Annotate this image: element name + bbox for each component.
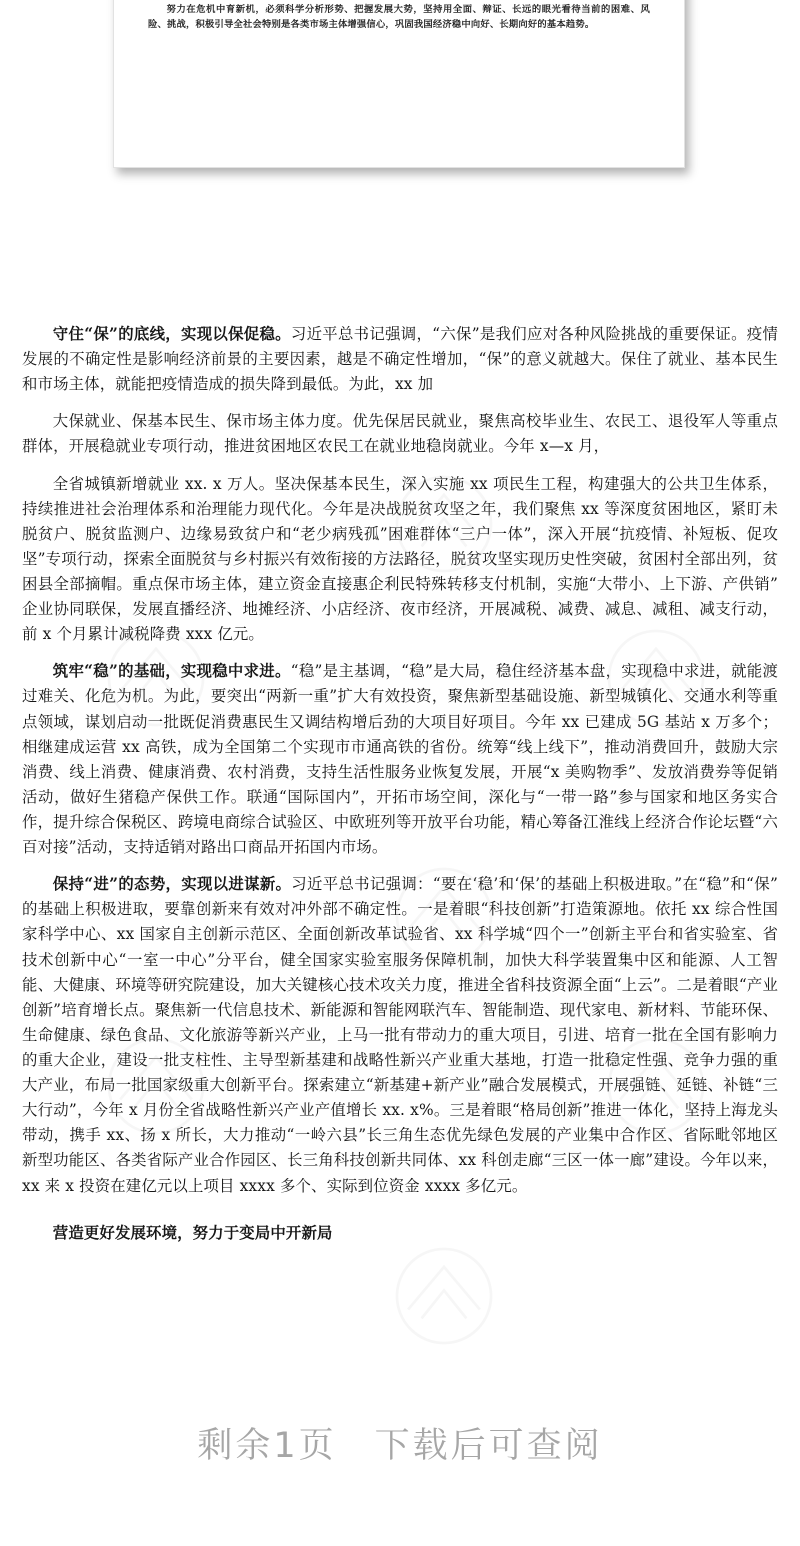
section-heading: 营造更好发展环境，努力于变局中开新局 (52, 1223, 333, 1242)
paragraph-3 (22, 472, 778, 648)
paragraph-5-lead: 保持“进”的态势，实现以进谋新。 (52, 875, 292, 894)
paragraph-5 (22, 872, 778, 1198)
paragraph-1-lead: 守住“保”的底线，实现以保促稳。 (52, 325, 291, 343)
previous-page-paragraph: 努力在危机中育新机，必须科学分析形势、把握发展大势，坚持用全面、辩证、长远的眼光看待当前的困难、风险、挑战，积极引导全社会特别是各类市场主体增强信心，巩固我国经济稳中向好、长期向好的基本趋势。 (148, 4, 650, 31)
previous-page-card (113, 0, 685, 168)
paragraph-5-text: 习近平总书记强调：“要在‘稳’和‘保’的基础上积极进取。”在“稳”和“保”的基础上积极进取，要靠创新来有效对冲外部不确定性。一是着眼“科技创新”打造策源地。依托 xx 综合性国家科学中心、xx 国家自主创新示范区、全面创新改革试验省、xx 科学城“四个一”创新主平台和省实验室、省技术创新中心“一室一中心”分平台，健全国家实验室服务保障机制，加快大科学装置集中区和能源、人工智能、大健康、环境等研究院建设，加大关键核心技术攻关力度，推进全省科技资源全面“上云”。二是着眼“产业创新”培育增长点。聚焦新一代信息技术、新能源和智能网联汽车、智能制造、现代家电、新材料、节能环保、生命健康、绿色食品、文化旅游等新兴产业，上马一批有带动力的重大项目，引进、培育一批在全国有影响力的重大企业，建设一批支柱性、主导型新基建和战略性新兴产业重大基地，打造一批稳定性强、竞争力强的重大产业，布局一批国家级重大创新平台。探索建立“新基建+新产业”融合发展模式，开展强链、延链、补链“三大行动”，今年 x 月份全省战略性新兴产业产值增长 xx. x%。三是着眼“格局创新”推进一体化，坚持上海龙头带动，携手 xx、扬 x 所长，大力推动“一岭六县”长三角生态优先绿色发展的产业集中合作区、省际毗邻地区新型功能区、各类省际产业合作园区、长三角科技创新共同体、xx 科创走廊“三区一体一廊”建设。今年以来，xx 来 x 投资在建亿元以上项目 xxxx 多个、实际到位资金 xxxx 多亿元。 (22, 875, 778, 1195)
paragraph-3-text: 全省城镇新增就业 xx. x 万人。坚决保基本民生，深入实施 xx 项民生工程，构建强大的公共卫生体系，持续推进社会治理体系和治理能力现代化。今年是决战脱贫攻坚之年，我们聚焦 xx 等深度贫困地区，紧盯未脱贫户、脱贫监测户、边缘易致贫户和“老少病残孤”困难群体“三户一体”，深入开展“抗疫情、补短板、促攻坚”专项行动，探索全面脱贫与乡村振兴有效衔接的方法路径，脱贫攻坚实现历史性突破，贫困村全部出列，贫困县全部摘帽。重点保市场主体，建立资金直接惠企利民特殊转移支付机制，实施“大带小、上下游、产供销”企业协同联保，发展直播经济、地摊经济、小店经济、夜市经济，开展减税、减费、减息、减租、减支行动，前 x 个月累计减税降费 xxx 亿元。 (22, 474, 778, 644)
remaining-pages-notice: 剩余1页 下载后可查阅 (197, 1426, 603, 1466)
watermark-icon (388, 1240, 500, 1352)
paragraph-4-lead: 筑牢“稳”的基础，实现稳中求进。 (52, 662, 291, 681)
paragraph-2-text: 大保就业、保基本民生、保市场主体力度。优先保居民就业，聚焦高校毕业生、农民工、退役军人等重点群体，开展稳就业专项行动，推进贫困地区农民工在就业地稳岗就业。今年 x—x 月， (22, 412, 778, 456)
paragraph-2 (22, 409, 778, 459)
document-body (22, 322, 778, 1246)
paragraph-1-text: 习近平总书记强调，“六保”是我们应对各种风险挑战的重要保证。疫情发展的不确定性是影响经济前景的主要因素，越是不确定性增加，“保”的意义就越大。保住了就业、基本民生和市场主体，就能把疫情造成的损失降到最低。为此，xx 加 (22, 325, 779, 394)
paragraph-4 (22, 659, 778, 860)
paragraph-1 (22, 322, 778, 397)
previous-page-card-content (114, 0, 684, 32)
paragraph-4-text: “稳”是主基调，“稳”是大局，稳住经济基本盘，实现稳中求进，就能渡过难关、化危为机。为此，要突出“两新一重”扩大有效投资，聚焦新型基础设施、新型城镇化、交通水利等重点领域，谋划启动一批既促消费惠民生又调结构增后劲的大项目好项目。今年 xx 已建成 5G 基站 x 万多个；相继建成运营 xx 高铁，成为全国第二个实现市市通高铁的省份。统筹“线上线下”，推动消费回升，鼓励大宗消费、线上消费、健康消费、农村消费，支持生活性服务业恢复发展，开展“x 美购物季”、发放消费券等促销活动，做好生猪稳产保供工作。联通“国际国内”，开拓市场空间，深化与“一带一路”参与国家和地区务实合作，提升综合保税区、跨境电商综合试验区、中欧班列等开放平台功能，精心筹备江淮线上经济合作论坛暨“六百对接”活动，支持适销对路出口商品开拓国内市场。 (22, 662, 778, 857)
